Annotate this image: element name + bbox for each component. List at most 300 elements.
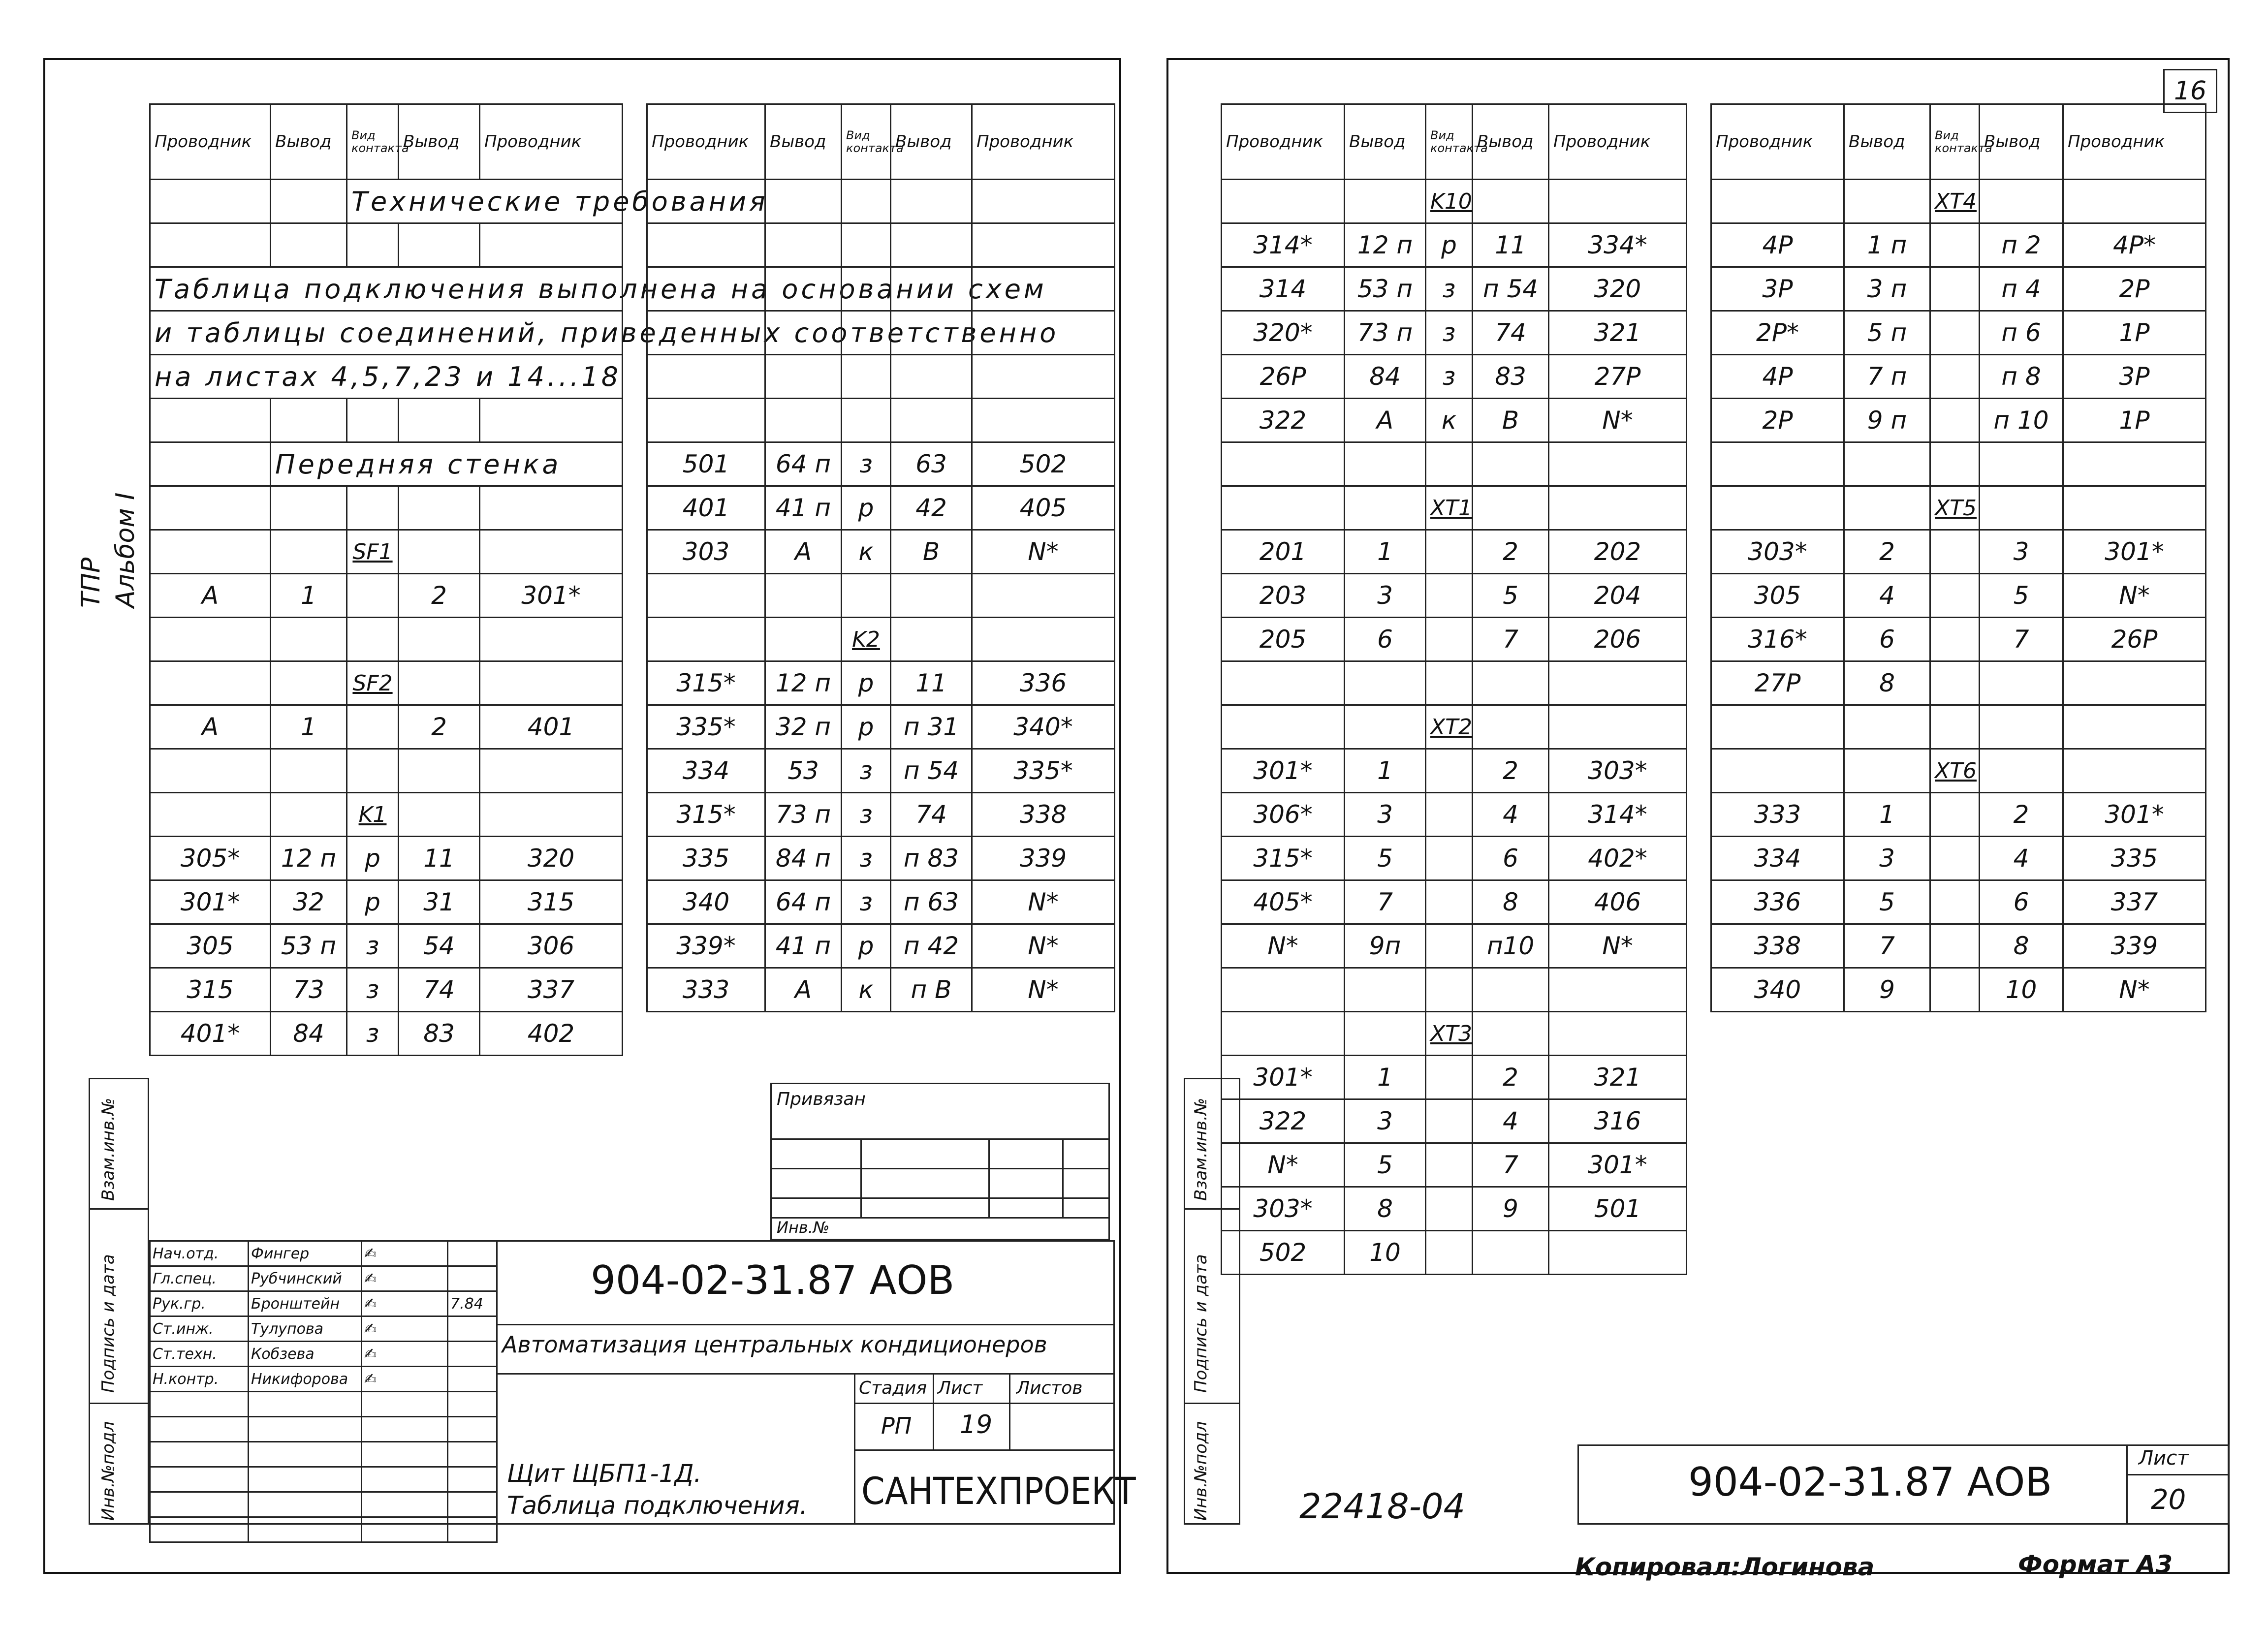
stamp-divider: [1009, 1373, 1010, 1449]
stamp-divider: [89, 1403, 149, 1404]
cell: 74: [891, 793, 972, 837]
cell: п10: [1473, 924, 1549, 968]
cell: з: [842, 880, 891, 924]
cell: 202: [1549, 530, 1687, 574]
cell: [1426, 837, 1473, 880]
cell: А: [765, 530, 842, 574]
cell: [1930, 267, 1980, 311]
cell: 301*: [1549, 1143, 1687, 1187]
table-row: [647, 837, 1115, 880]
cell: 10: [1345, 1231, 1426, 1275]
table-row: [1711, 267, 2206, 311]
cell: 27Р: [1549, 355, 1687, 399]
cell: 339*: [647, 924, 765, 968]
cell: 3: [1980, 530, 2063, 574]
cell: 63: [891, 442, 972, 486]
cell: [1930, 924, 1980, 968]
table-row: [1222, 924, 1687, 968]
cell: 337: [2063, 880, 2206, 924]
binding-box: [770, 1083, 1110, 1240]
header-conductor: Проводник: [647, 104, 765, 180]
table-header-row: [150, 104, 623, 180]
cell: 340: [647, 880, 765, 924]
cell: п 54: [1473, 267, 1549, 311]
cell: 336: [1711, 880, 1844, 924]
table-row: [1711, 311, 2206, 355]
cell: 402: [480, 1012, 623, 1056]
header-terminal: Вывод: [765, 104, 842, 180]
cell: 2Р: [2063, 267, 2206, 311]
cell: 305*: [150, 837, 271, 880]
cell: 336: [972, 661, 1115, 705]
cell: 1: [271, 574, 347, 618]
stage-header: Стадия: [859, 1378, 927, 1398]
cell: 83: [399, 1012, 480, 1056]
cell: 401*: [150, 1012, 271, 1056]
inventory-number-label: Инв.№: [777, 1218, 830, 1237]
stamp-divider: [854, 1449, 1115, 1451]
table-row: [1711, 924, 2206, 968]
cell: 1: [271, 705, 347, 749]
cell: з: [1426, 311, 1473, 355]
cell: 501: [647, 442, 765, 486]
cell: п 2: [1980, 223, 2063, 267]
table-row: [150, 486, 623, 530]
right-document-code: 904-02-31.87 АОВ: [1688, 1459, 2052, 1505]
cell: 333: [647, 968, 765, 1012]
cell: 316*: [1711, 618, 1844, 661]
cell: 201: [1222, 530, 1345, 574]
role: Нач.отд.: [150, 1241, 249, 1266]
cell: 1: [1345, 749, 1426, 793]
cell: 1Р: [2063, 311, 2206, 355]
cell: 54: [399, 924, 480, 968]
cell: 339: [972, 837, 1115, 880]
cell: 7: [1473, 618, 1549, 661]
table-row: [647, 486, 1115, 530]
cell: [347, 705, 399, 749]
header-conductor: Проводник: [972, 104, 1115, 180]
table-row: [1222, 1231, 1687, 1275]
cell: 338: [1711, 924, 1844, 968]
cell: 303*: [1222, 1187, 1345, 1231]
group-label: K1: [347, 793, 399, 837]
table-row: [647, 618, 1115, 661]
table-row: [150, 530, 623, 574]
cell: N*: [972, 530, 1115, 574]
project-title: Автоматизация центральных кондиционеров: [502, 1331, 1047, 1358]
cell: [1930, 968, 1980, 1012]
cell: [1426, 1143, 1473, 1187]
cell: 3: [1844, 837, 1930, 880]
table-row: [647, 574, 1115, 618]
cell: 334: [647, 749, 765, 793]
cell: [1426, 574, 1473, 618]
table-row: [1222, 180, 1687, 223]
stamp-divider: [860, 1138, 862, 1217]
stamp-divider: [1062, 1138, 1064, 1217]
connection-table-4: [1710, 103, 2206, 1012]
cell: 401: [647, 486, 765, 530]
cell: 334: [1711, 837, 1844, 880]
signature-row: [150, 1291, 497, 1316]
cell: 402*: [1549, 837, 1687, 880]
cell: з: [842, 837, 891, 880]
table-row: [1222, 442, 1687, 486]
table-row: [150, 793, 623, 837]
cell: [1930, 399, 1980, 442]
table-row: [1222, 837, 1687, 880]
cell: 6: [1473, 837, 1549, 880]
cell: 321: [1549, 311, 1687, 355]
table-row: [1711, 530, 2206, 574]
cell: 3: [1345, 793, 1426, 837]
cell: 339: [2063, 924, 2206, 968]
surname: Тулупова: [249, 1316, 362, 1342]
cell: 301*: [2063, 530, 2206, 574]
cell: 301*: [1222, 1056, 1345, 1099]
cell: 2Р*: [1711, 311, 1844, 355]
table-row: [1711, 749, 2206, 793]
table-row: [1711, 705, 2206, 749]
cell: 322: [1222, 399, 1345, 442]
cell: з: [347, 924, 399, 968]
cell: 6: [1980, 880, 2063, 924]
cell: 4Р: [1711, 355, 1844, 399]
cell: з: [842, 442, 891, 486]
header-terminal: Вывод: [1473, 104, 1549, 180]
surname: Никифорова: [249, 1367, 362, 1392]
table-row: [1711, 880, 2206, 924]
cell: 53: [765, 749, 842, 793]
cell: 11: [891, 661, 972, 705]
table-row: [1222, 661, 1687, 705]
table-row: [150, 618, 623, 661]
table-row: [1711, 355, 2206, 399]
cell: 5: [1473, 574, 1549, 618]
cell: п 54: [891, 749, 972, 793]
cell: 73: [271, 968, 347, 1012]
cell: 84: [1345, 355, 1426, 399]
table-row: [1711, 968, 2206, 1012]
cell: 8: [1844, 661, 1930, 705]
cell: п В: [891, 968, 972, 1012]
stamp-divider: [933, 1373, 934, 1449]
group-label: K10: [1426, 180, 1473, 223]
cell: 32 п: [765, 705, 842, 749]
cell: 7: [1980, 618, 2063, 661]
stamp-replace-label: Взам.инв.№: [98, 1097, 118, 1201]
table-row: [1222, 311, 1687, 355]
table-row: [1711, 574, 2206, 618]
table-row: [647, 968, 1115, 1012]
table-row: [150, 311, 623, 355]
cell: 321: [1549, 1056, 1687, 1099]
cell: 6: [1844, 618, 1930, 661]
cell: 7: [1473, 1143, 1549, 1187]
table-row: [1222, 749, 1687, 793]
cell: N*: [2063, 574, 2206, 618]
cell: 315*: [647, 661, 765, 705]
table-row: [1222, 1143, 1687, 1187]
table-row: [150, 355, 623, 399]
left-side-stamp: [89, 1078, 149, 1525]
cell: 315*: [1222, 837, 1345, 880]
table-row: [1711, 837, 2206, 880]
group-label: XT5: [1930, 486, 1980, 530]
cell: [1930, 793, 1980, 837]
cell: п 31: [891, 705, 972, 749]
header-terminal: Вывод: [891, 104, 972, 180]
table-row: [1222, 968, 1687, 1012]
cell: [1426, 749, 1473, 793]
company-name: САНТЕХПРОЕКТ: [861, 1469, 1136, 1513]
cell: 11: [399, 837, 480, 880]
table-row: [1222, 530, 1687, 574]
stamp-divider: [988, 1138, 990, 1217]
cell: [1426, 924, 1473, 968]
cell: [1426, 530, 1473, 574]
header-contact-type: Вид контакта: [842, 104, 891, 180]
header-conductor: Проводник: [1711, 104, 1844, 180]
stamp-inv-label: Инв.№подл: [98, 1421, 118, 1521]
table-row: [1711, 223, 2206, 267]
cell: 5: [1345, 1143, 1426, 1187]
table-header-row: [1711, 104, 2206, 180]
cell: к: [842, 968, 891, 1012]
tech-text-line-3: на листах 4,5,7,23 и 14...18: [150, 355, 623, 399]
page-number: 16: [2174, 76, 2207, 106]
group-label: SF1: [347, 530, 399, 574]
cell: [347, 574, 399, 618]
cell: 74: [1473, 311, 1549, 355]
table-row: [1711, 661, 2206, 705]
signature: ✍: [362, 1342, 448, 1367]
cell: В: [891, 530, 972, 574]
sheet-header: Лист: [938, 1378, 983, 1398]
cell: 502: [1222, 1231, 1345, 1275]
header-terminal: Вывод: [1980, 104, 2063, 180]
table-row: [1222, 880, 1687, 924]
cell: р: [842, 705, 891, 749]
role: Гл.спец.: [150, 1266, 249, 1291]
cell: [1930, 530, 1980, 574]
table-row: [150, 705, 623, 749]
sheet-title-1: Щит ЩБП1-1Д.: [507, 1459, 702, 1488]
cell: 301*: [2063, 793, 2206, 837]
stamp-replace-label: Взам.инв.№: [1191, 1097, 1211, 1201]
cell: к: [1426, 399, 1473, 442]
cell: 2: [399, 574, 480, 618]
cell: 53 п: [1345, 267, 1426, 311]
table-row: [1711, 486, 2206, 530]
cell: 8: [1345, 1187, 1426, 1231]
cell: [1930, 880, 1980, 924]
table-row: [647, 793, 1115, 837]
table-row: [1222, 223, 1687, 267]
cell: р: [842, 661, 891, 705]
cell: N*: [1222, 1143, 1345, 1187]
cell: 405*: [1222, 880, 1345, 924]
cell: 84 п: [765, 837, 842, 880]
table-row: [150, 749, 623, 793]
cell: 2: [1473, 749, 1549, 793]
right-sheet-number: 20: [2151, 1484, 2186, 1516]
cell: 12 п: [1345, 223, 1426, 267]
signature-row: [150, 1517, 497, 1542]
cell: 306*: [1222, 793, 1345, 837]
signature: ✍: [362, 1266, 448, 1291]
cell: [1549, 1231, 1687, 1275]
cell: 306: [480, 924, 623, 968]
cell: 4Р: [1711, 223, 1844, 267]
cell: [2063, 661, 2206, 705]
cell: 5: [1980, 574, 2063, 618]
table-row: [1222, 705, 1687, 749]
cell: А: [150, 705, 271, 749]
archive-number: 22418-04: [1299, 1486, 1466, 1527]
cell: 335: [2063, 837, 2206, 880]
cell: N*: [972, 924, 1115, 968]
cell: 84: [271, 1012, 347, 1056]
cell: к: [842, 530, 891, 574]
cell: [1930, 574, 1980, 618]
cell: 11: [1473, 223, 1549, 267]
cell: 53 п: [271, 924, 347, 968]
cell: 7: [1844, 924, 1930, 968]
header-terminal: Вывод: [1844, 104, 1930, 180]
cell: 305: [1711, 574, 1844, 618]
cell: [1426, 1231, 1473, 1275]
signature-row: [150, 1467, 497, 1492]
stamp-divider: [496, 1240, 498, 1525]
cell: 42: [891, 486, 972, 530]
album-label-1: ТПР: [76, 557, 106, 608]
cell: п 6: [1980, 311, 2063, 355]
table-row: [647, 442, 1115, 486]
cell: N*: [1549, 924, 1687, 968]
cell: 334*: [1549, 223, 1687, 267]
table-row: [647, 355, 1115, 399]
header-contact-type: Вид контакта: [347, 104, 399, 180]
cell: 333: [1711, 793, 1844, 837]
cell: В: [1473, 399, 1549, 442]
table-row: [647, 399, 1115, 442]
cell: 335: [647, 837, 765, 880]
cell: 1: [1844, 793, 1930, 837]
signature-table: [149, 1240, 498, 1543]
role: Ст.инж.: [150, 1316, 249, 1342]
cell: 9п: [1345, 924, 1426, 968]
cell: 314*: [1222, 223, 1345, 267]
surname: Рубчинский: [249, 1266, 362, 1291]
cell: 1Р: [2063, 399, 2206, 442]
cell: р: [347, 837, 399, 880]
cell: 27Р: [1711, 661, 1844, 705]
header-conductor: Проводник: [480, 104, 623, 180]
album-label-2: Альбом I: [111, 492, 140, 608]
cell: р: [842, 486, 891, 530]
cell: 315: [150, 968, 271, 1012]
sign-date: 7.84: [448, 1291, 497, 1316]
table-row: [1222, 267, 1687, 311]
cell: р: [842, 924, 891, 968]
cell: 4Р*: [2063, 223, 2206, 267]
cell: 320: [1549, 267, 1687, 311]
cell: [1980, 661, 2063, 705]
table-row: [150, 267, 623, 311]
stamp-divider: [496, 1373, 1115, 1375]
signature-row: [150, 1442, 497, 1467]
cell: 4: [1844, 574, 1930, 618]
header-contact-type: Вид контакта: [1930, 104, 1980, 180]
front-wall-title: Передняя стенка: [271, 442, 623, 486]
role: Н.контр.: [150, 1367, 249, 1392]
header-conductor: Проводник: [1222, 104, 1345, 180]
cell: 301*: [1222, 749, 1345, 793]
cell: з: [842, 793, 891, 837]
cell: 338: [972, 793, 1115, 837]
cell: [1930, 837, 1980, 880]
tech-requirements-title: Технические требования: [347, 180, 623, 223]
table-row: [1222, 486, 1687, 530]
cell: 7: [1345, 880, 1426, 924]
table-row: [647, 924, 1115, 968]
cell: п 42: [891, 924, 972, 968]
cell: 303*: [1549, 749, 1687, 793]
group-label: XT1: [1426, 486, 1473, 530]
cell: [1426, 1187, 1473, 1231]
cell: 9 п: [1844, 399, 1930, 442]
table-row: [1222, 1056, 1687, 1099]
cell: 2: [1473, 1056, 1549, 1099]
cell: 316: [1549, 1099, 1687, 1143]
cell: 305: [150, 924, 271, 968]
cell: 340: [1711, 968, 1844, 1012]
cell: 8: [1473, 880, 1549, 924]
cell: 73 п: [1345, 311, 1426, 355]
cell: 406: [1549, 880, 1687, 924]
cell: 83: [1473, 355, 1549, 399]
stamp-divider: [854, 1403, 1115, 1404]
cell: 3Р: [1711, 267, 1844, 311]
copied-by: Копировал:Логинова: [1575, 1553, 1875, 1581]
cell: 206: [1549, 618, 1687, 661]
table-row: [150, 180, 623, 223]
cell: 3Р: [2063, 355, 2206, 399]
cell: з: [1426, 267, 1473, 311]
cell: з: [1426, 355, 1473, 399]
cell: 320: [480, 837, 623, 880]
table-row: [1222, 355, 1687, 399]
cell: 203: [1222, 574, 1345, 618]
cell: з: [347, 968, 399, 1012]
cell: [1930, 661, 1980, 705]
sheets-header: Листов: [1016, 1378, 1083, 1398]
header-terminal: Вывод: [271, 104, 347, 180]
cell: А: [150, 574, 271, 618]
table-row: [1222, 1012, 1687, 1056]
table-row: [647, 267, 1115, 311]
signature-row: [150, 1241, 497, 1266]
cell: 205: [1222, 618, 1345, 661]
stamp-divider: [2126, 1474, 2230, 1475]
cell: 4: [1473, 793, 1549, 837]
cell: 12 п: [271, 837, 347, 880]
group-label: XT2: [1426, 705, 1473, 749]
cell: 2: [1844, 530, 1930, 574]
cell: 5: [1844, 880, 1930, 924]
